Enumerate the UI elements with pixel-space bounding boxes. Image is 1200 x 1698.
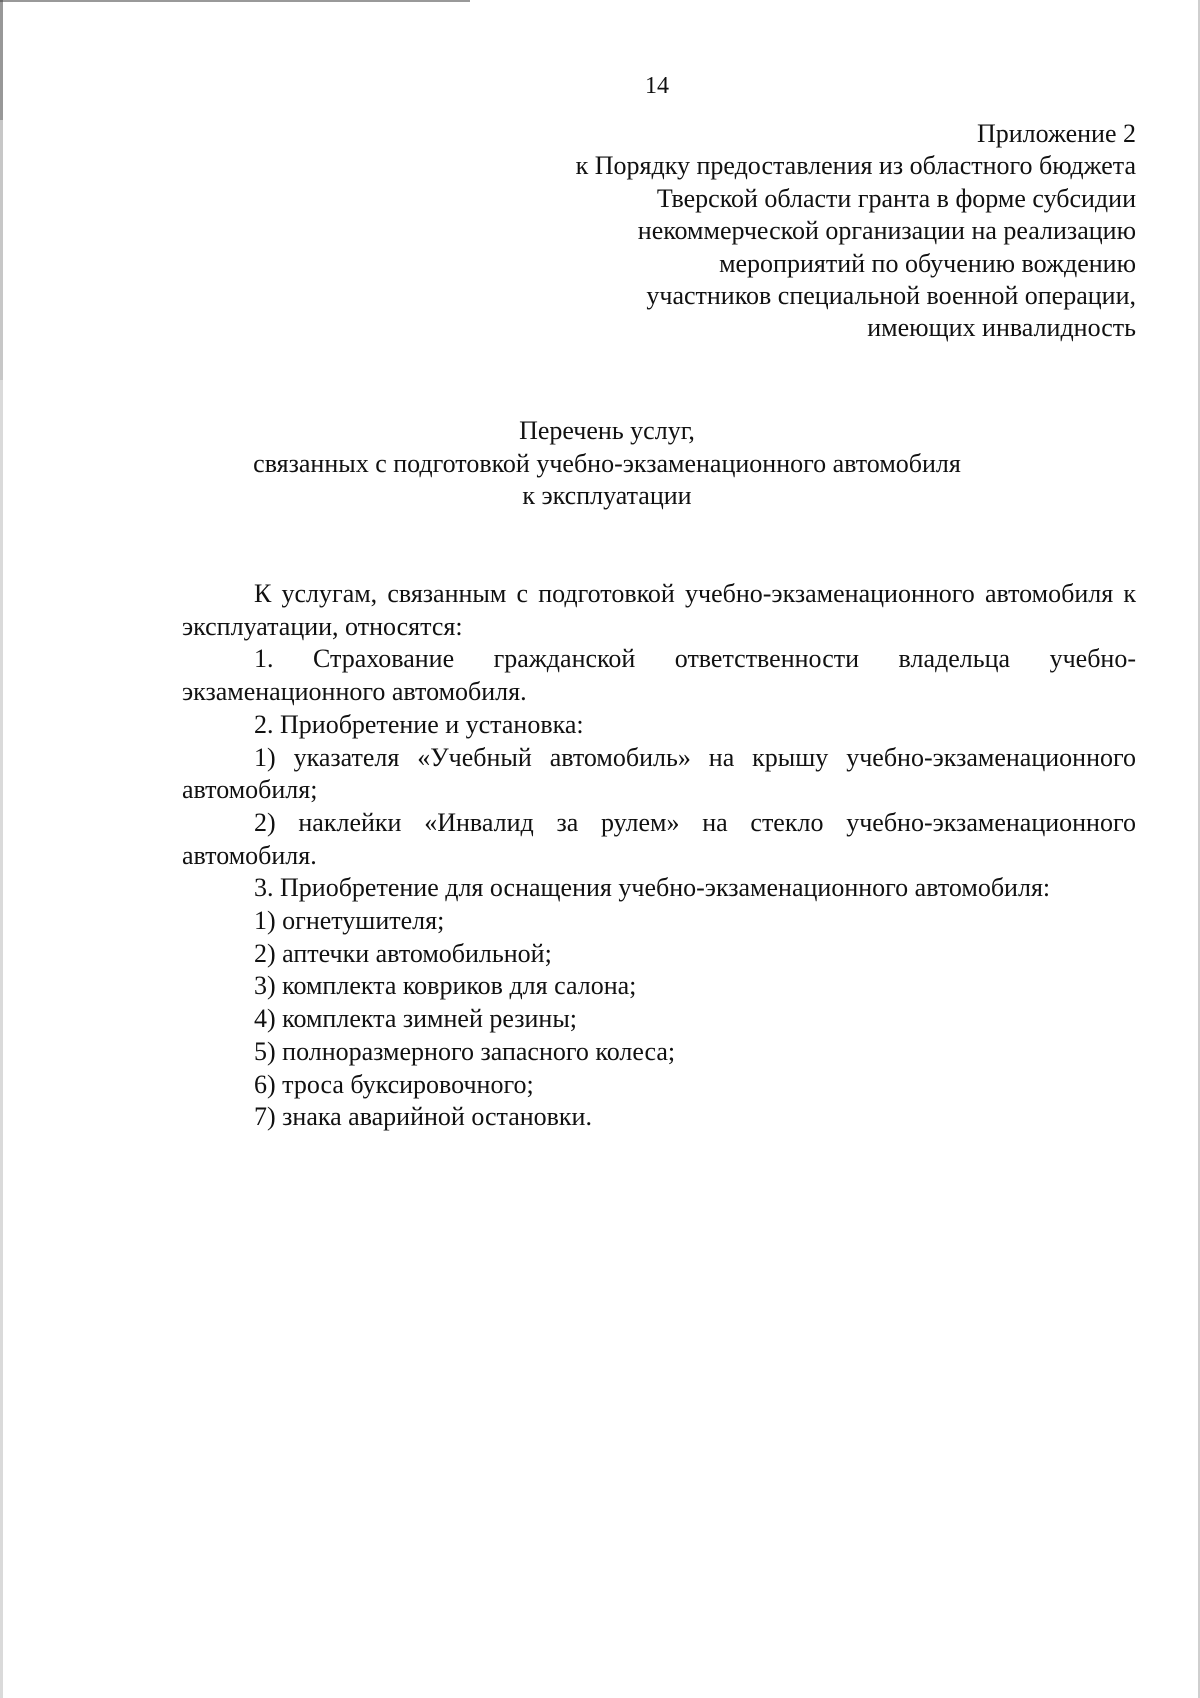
appendix-line: Приложение 2 xyxy=(976,119,1136,148)
item-2-1-paragraph: 1) указателя «Учебный автомобиль» на крышу учебно-экзаменационного автомобиля; xyxy=(182,742,1136,805)
appendix-line: имеющих инвалидность xyxy=(867,313,1136,343)
appendix-line: некоммерческой организации на реализацию xyxy=(637,216,1136,246)
title-line: к эксплуатации xyxy=(522,481,692,510)
appendix-line: участников специальной военной операции, xyxy=(646,281,1136,311)
appendix-line: Тверской области гранта в форме субсидии xyxy=(656,183,1136,213)
document-title xyxy=(0,415,1200,513)
appendix-line: к Порядку предоставления из областного бюджета xyxy=(575,151,1136,181)
equipment-list-item: 2) аптечки автомобильной; xyxy=(254,938,552,968)
title-line: связанных с подготовкой учебно-экзаменационного автомобиля xyxy=(253,448,961,478)
equipment-list-item: 7) знака аварийной остановки. xyxy=(254,1102,592,1132)
appendix-header xyxy=(576,118,1136,345)
item-2-2-paragraph: 2) наклейки «Инвалид за рулем» на стекло учебно-экзаменационного автомобиля. xyxy=(182,807,1136,870)
document-body xyxy=(182,578,1136,1134)
title-line: Перечень услуг, xyxy=(519,416,695,445)
page-number: 14 xyxy=(645,73,669,99)
intro-paragraph: К услугам, связанным с подготовкой учебно-экзаменационного автомобиля к эксплуатации, относятся: xyxy=(182,579,1136,641)
equipment-list-item: 6) троса буксировочного; xyxy=(254,1069,534,1099)
item-1-paragraph: 1. Страхование гражданской ответственности владельца учебно-экзаменационного автомобиля. xyxy=(182,644,1136,707)
item-3-paragraph: 3. Приобретение для оснащения учебно-экзаменационного автомобиля: xyxy=(254,873,1051,903)
equipment-list-item: 1) огнетушителя; xyxy=(254,906,445,936)
equipment-list-item: 4) комплекта зимней резины; xyxy=(254,1004,578,1034)
equipment-list-item: 5) полноразмерного запасного колеса; xyxy=(254,1036,676,1066)
scan-edge-left xyxy=(0,0,3,1698)
appendix-line: мероприятий по обучению вождению xyxy=(719,248,1136,278)
equipment-list-item: 3) комплекта ковриков для салона; xyxy=(254,971,637,1001)
item-2-paragraph: 2. Приобретение и установка: xyxy=(254,709,584,739)
scan-edge-top xyxy=(0,0,470,2)
